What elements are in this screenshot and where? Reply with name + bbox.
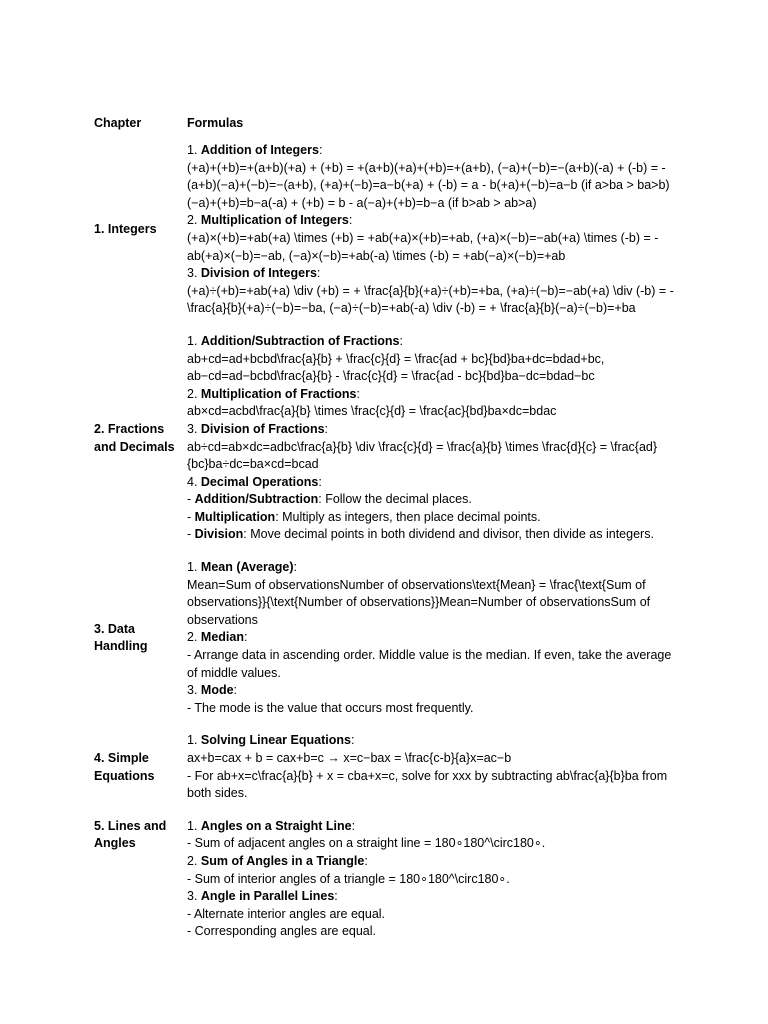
chapter-name: 3. Data Handling <box>94 621 148 654</box>
formula-line: (+a)×(+b)=+ab(+a) \times (+b) = +ab(+a)×(+b)=+ab, (+a)×(−b)=−ab(+a) \times (-b) = -ab(+a)×(−b)=−ab, (−a)×(−b)=+ab(-a) \times (-b) = +ab(−a)×(−b)=+ab <box>187 230 659 263</box>
table-row <box>94 326 679 552</box>
chapter-name: 5. Lines and Angles <box>94 818 167 851</box>
formula-line: 3. Division of Fractions: <box>187 421 329 436</box>
formula-line: ab+cd=ad+bcbd\frac{a}{b} + \frac{c}{d} = \frac{ad + bc}{bd}ba+dc=bdad+bc, <box>187 351 605 366</box>
table-body <box>94 135 679 949</box>
formula-line: (+a)÷(+b)=+ab(+a) \div (+b) = + \frac{a}{b}(+a)÷(+b)=+ba, (+a)÷(−b)=−ab(+a) \div (-b) = - \frac{a}{b}(+a)÷(−b)=−ba, (−a)÷(−b)=+ab(-a) \div (-b) = + \frac{a}{b}(−a)÷(−b)=+ba <box>187 283 674 316</box>
formula-line: - Corresponding angles are equal. <box>187 924 377 939</box>
formula-heading: Solving Linear Equations <box>200 733 351 748</box>
table-row <box>94 725 679 810</box>
formula-heading: Multiplication of Integers <box>200 213 349 228</box>
formula-cell <box>187 818 679 941</box>
formula-line: (+a)+(+b)=+(a+b)(+a) + (+b) = +(a+b)(+a)+(+b)=+(a+b), (−a)+(−b)=−(a+b)(-a) + (-b) = -(a+b)(−a)+(−b)=−(a+b), (+a)+(−b)=a−b(+a) + (-b) = a - b(+a)+(−b)=a−b (if a>ba > ba>b) (−a)+(+b)=b−a(-a) + (+b) = b - a(−a)+(+b)=b−a (if b>ab > ab>a) <box>187 160 670 210</box>
chapter-name: 1. Integers <box>94 222 157 237</box>
formula-line: ab−cd=ad−bcbd\frac{a}{b} - \frac{c}{d} = \frac{ad - bc}{bd}ba−dc=bdad−bc <box>187 369 595 384</box>
formula-line: 1. Mean (Average): <box>187 560 298 575</box>
formula-line: 1. Addition/Subtraction of Fractions: <box>187 333 403 348</box>
formula-line: - Sum of adjacent angles on a straight line = 180∘180^\circ180∘. <box>187 836 546 851</box>
formula-line: - Sum of interior angles of a triangle = 180∘180^\circ180∘. <box>187 871 510 886</box>
formula-heading: Angle in Parallel Lines <box>200 889 335 904</box>
formula-heading: Mean (Average) <box>200 560 294 575</box>
formula-line: - The mode is the value that occurs most frequently. <box>187 700 474 715</box>
formula-heading: Angles on a Straight Line <box>200 818 352 833</box>
chapter-name: 2. Fractions and Decimals <box>94 421 175 454</box>
table-row <box>94 811 679 949</box>
formula-cell <box>187 142 679 318</box>
formula-heading: Mode <box>200 683 234 698</box>
formula-heading: Division <box>194 527 244 542</box>
formula-line: - Alternate interior angles are equal. <box>187 906 386 921</box>
formula-table <box>94 115 679 949</box>
formula-heading: Multiplication <box>194 509 276 524</box>
formula-line: 2. Multiplication of Integers: <box>187 213 353 228</box>
formulas-column-header: Formulas <box>187 116 244 130</box>
formula-line: - For ab+x=c\frac{a}{b} + x = cba+x=c, solve for xxx by subtracting ab\frac{a}{b}ba from both sides. <box>187 768 668 801</box>
formula-heading: Sum of Angles in a Triangle <box>200 853 365 868</box>
formula-line: 4. Decimal Operations: <box>187 474 322 489</box>
formula-line: ab÷cd=ab×dc=adbc\frac{a}{b} \div \frac{c}{d} = \frac{a}{b} \times \frac{d}{c} = \frac{ad}{bc}ba÷dc=ba×cd=bcad <box>187 439 658 472</box>
formula-cell <box>187 333 679 544</box>
formula-heading: Median <box>200 630 244 645</box>
formula-line: ax+b=cax + b = cax+b=c → x=c−bax = \frac{c-b}{a}x=ac−b <box>187 751 512 765</box>
formula-line: 2. Median: <box>187 630 248 645</box>
formula-heading: Division of Integers <box>200 266 317 281</box>
formula-heading: Division of Fractions <box>200 421 325 436</box>
formula-line: Mean=Sum of observationsNumber of observations\text{Mean} = \frac{\text{Sum of observations}}{\text{Number of observations}}Mean=Number of observationsSum of observations <box>187 577 651 627</box>
table-row <box>94 552 679 725</box>
formula-cell <box>187 559 679 717</box>
formula-heading: Multiplication of Fractions <box>200 386 357 401</box>
formula-line: 1. Angles on a Straight Line: <box>187 818 356 833</box>
formula-heading: Addition of Integers <box>200 143 319 157</box>
formula-line: 3. Mode: <box>187 683 238 698</box>
formula-line: - Arrange data in ascending order. Middle value is the median. If even, take the average of middle values. <box>187 648 672 680</box>
table-header-row <box>94 115 679 135</box>
formula-line: 3. Angle in Parallel Lines: <box>187 889 338 904</box>
table-row <box>94 135 679 326</box>
chapter-name: 4. Simple Equations <box>94 751 155 783</box>
formula-line: - Multiplication: Multiply as integers, then place decimal points. <box>187 509 541 524</box>
formula-line: ab×cd=acbd\frac{a}{b} \times \frac{c}{d} = \frac{ac}{bd}ba×dc=bdac <box>187 404 557 419</box>
formula-heading: Addition/Subtraction <box>194 492 319 507</box>
formula-heading: Decimal Operations <box>200 474 319 489</box>
formula-line: 3. Division of Integers: <box>187 266 321 281</box>
formula-line: 1. Addition of Integers: <box>187 143 323 157</box>
formula-line: - Division: Move decimal points in both dividend and divisor, then divide as integers. <box>187 527 654 542</box>
formula-cell <box>187 732 679 802</box>
formula-line: - Addition/Subtraction: Follow the decimal places. <box>187 492 472 507</box>
formula-heading: Addition/Subtraction of Fractions <box>200 333 400 348</box>
chapter-column-header: Chapter <box>94 116 142 130</box>
formula-line: 2. Multiplication of Fractions: <box>187 386 360 401</box>
formula-line: 2. Sum of Angles in a Triangle: <box>187 853 368 868</box>
formula-line: 1. Solving Linear Equations: <box>187 733 355 748</box>
